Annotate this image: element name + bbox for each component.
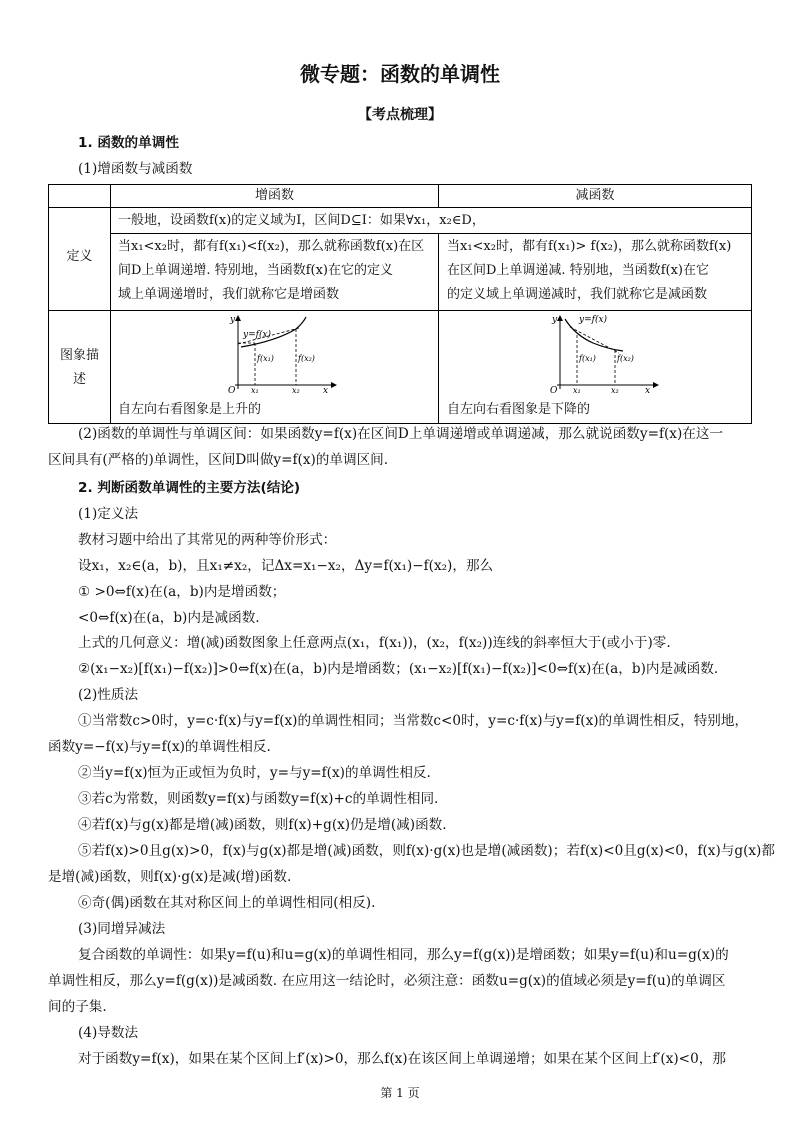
dec-def-line-1: 当x₁<x₂时，都有f(x₁)> f(x₂)，那么就称函数f(x) [447, 239, 732, 254]
heading-methods: 2. 判断函数单调性的主要方法(结论) [78, 480, 301, 496]
common-def-cell [110, 207, 752, 234]
fx2-label: f(x₂) [298, 354, 315, 363]
dec-def-cell [438, 233, 752, 311]
fx1-label: f(x₁) [579, 354, 596, 363]
x2-label: x₂ [611, 386, 619, 393]
x2-label: x₂ [292, 386, 300, 393]
fx2-label: f(x₂) [617, 354, 634, 363]
y-label: y [230, 315, 236, 325]
row-img-label-cell [48, 310, 111, 424]
method-line-13: ④若f(x)与g(x)都是增(减)函数，则f(x)+g(x)仍是增(减)函数. [78, 817, 447, 833]
dec-def-line-2: 在区间D上单调递减. 特别地，当函数f(x)在它 [447, 263, 709, 278]
increasing-graph [221, 313, 341, 393]
col-inc-label: 增函数 [254, 188, 294, 203]
heading-monotonicity: 1. 函数的单调性 [78, 135, 179, 151]
x-label: x [323, 386, 329, 393]
method-line-9: ①当常数c>0时，y=c·f(x)与y=f(x)的单调性相同；当常数c<0时，y=c·f(x)与y=f(x)的单调性相反，特别地， [78, 713, 749, 729]
method-line-20: 间的子集. [48, 999, 107, 1015]
method-line-15: 是增(减)函数，则f(x)·g(x)是减(增)函数. [48, 869, 292, 885]
y-axis-arrow [235, 315, 241, 321]
inc-def-cell [110, 233, 439, 311]
x-axis-arrow [331, 382, 337, 388]
table-corner-cell [48, 184, 111, 208]
table-header-inc [110, 184, 439, 208]
y-label: y [552, 315, 558, 325]
row-img-label-2: 述 [72, 372, 86, 387]
inc-caption: 自左向右看图象是上升的 [118, 402, 262, 417]
y-axis-arrow [557, 315, 563, 321]
page-footer: 第 1 页 [380, 1086, 420, 1100]
dec-def-line-3: 的定义域上单调递减时，我们就称它是减函数 [447, 287, 708, 302]
method-line-10: 函数y=−f(x)与y=f(x)的单调性相反. [48, 739, 271, 755]
origin-label: O [228, 386, 236, 393]
interval-para-line-1: (2)函数的单调性与单调区间：如果函数y=f(x)在区间D上单调递增或单调递减，那么就说函数y=f(x)在这一 [78, 426, 724, 442]
method-line-18: 复合函数的单调性：如果y=f(u)和u=g(x)的单调性相同，那么y=f(g(x))是增函数；如果y=f(u)和u=g(x)的 [78, 947, 729, 963]
method-line-22: 对于函数y=f(x)，如果在某个区间上f′(x)>0，那么f(x)在该区间上单调递增；如果在某个区间上f′(x)<0，那 [78, 1051, 726, 1067]
row-def-label: 定义 [66, 249, 93, 264]
origin-label: O [550, 386, 558, 393]
method-line-14: ⑤若f(x)>0且g(x)>0，f(x)与g(x)都是增(减)函数，则f(x)·g(x)也是增(减函数)；若f(x)<0且g(x)<0，f(x)与g(x)都 [78, 843, 775, 859]
interval-para-line-2: 区间具有(严格的)单调性，区间D叫做y=f(x)的单调区间. [48, 452, 389, 468]
dec-caption: 自左向右看图象是下降的 [447, 402, 591, 417]
method-line-2: 教材习题中给出了其常见的两种等价形式： [78, 532, 337, 548]
method-line-3: 设x₁，x₂∈(a，b)，且x₁≠x₂，记Δx=x₁−x₂，Δy=f(x₁)−f(x₂)，那么 [78, 558, 494, 574]
method-line-6: 上式的几何意义：增(减)函数图象上任意两点(x₁，f(x₁))，(x₂，f(x₂))连线的斜率恒大于(或小于)零. [78, 635, 671, 651]
method-line-21: (4)导数法 [78, 1025, 139, 1041]
method-line-4: ① >0⇔f(x)在(a，b)内是增函数； [78, 584, 286, 600]
inc-def-line-1: 当x₁<x₂时，都有f(x₁)<f(x₂)，那么就称函数f(x)在区 [118, 239, 425, 254]
curve-label: y=f(x) [243, 330, 272, 340]
inc-def-line-2: 间D上单调递增. 特别地，当函数f(x)在它的定义 [118, 263, 393, 278]
method-line-17: (3)同增异减法 [78, 921, 166, 937]
inc-graph-cell [110, 310, 439, 424]
decreasing-graph [543, 313, 663, 393]
row-img-label-1: 图象描 [59, 348, 99, 363]
fx1-label: f(x₁) [257, 354, 274, 363]
method-line-11: ②当y=f(x)恒为正或恒为负时，y=与y=f(x)的单调性相反. [78, 765, 431, 781]
inc-def-line-3: 域上单调递增时，我们就称它是增函数 [118, 287, 340, 302]
method-line-19: 单调性相反，那么y=f(g(x))是减函数. 在应用这一结论时，必须注意：函数u=g(x)的值域必须是y=f(u)的单调区 [48, 973, 726, 989]
x1-label: x₁ [573, 386, 581, 393]
method-line-16: ⑥奇(偶)函数在其对称区间上的单调性相同(相反). [78, 895, 376, 911]
x-label: x [645, 386, 651, 393]
curve-label: y=f(x) [579, 315, 608, 325]
method-line-5: <0⇔f(x)在(a，b)内是减函数. [78, 610, 260, 626]
method-line-8: (2)性质法 [78, 687, 139, 703]
method-line-12: ③若c为常数，则函数y=f(x)与函数y=f(x)+c的单调性相同. [78, 791, 439, 807]
subheading-inc-dec: (1)增函数与减函数 [78, 161, 193, 177]
common-def-text: 一般地，设函数f(x)的定义域为I，区间D⊆I：如果∀x₁，x₂∈D， [118, 213, 485, 228]
section-subtitle: 【考点梳理】 [358, 107, 442, 123]
method-line-7: ②(x₁−x₂)[f(x₁)−f(x₂)]>0⇔f(x)在(a，b)内是增函数；(x₁−x₂)[f(x₁)−f(x₂)]<0⇔f(x)在(a，b)内是减函数. [78, 661, 719, 677]
x1-label: x₁ [251, 386, 259, 393]
dec-graph-cell [438, 310, 752, 424]
row-def-label-cell [48, 207, 111, 311]
x-axis-arrow [653, 382, 659, 388]
col-dec-label: 减函数 [575, 188, 615, 203]
method-line-1: (1)定义法 [78, 506, 139, 522]
page-title: 微专题：函数的单调性 [300, 62, 500, 86]
table-header-dec [438, 184, 752, 208]
